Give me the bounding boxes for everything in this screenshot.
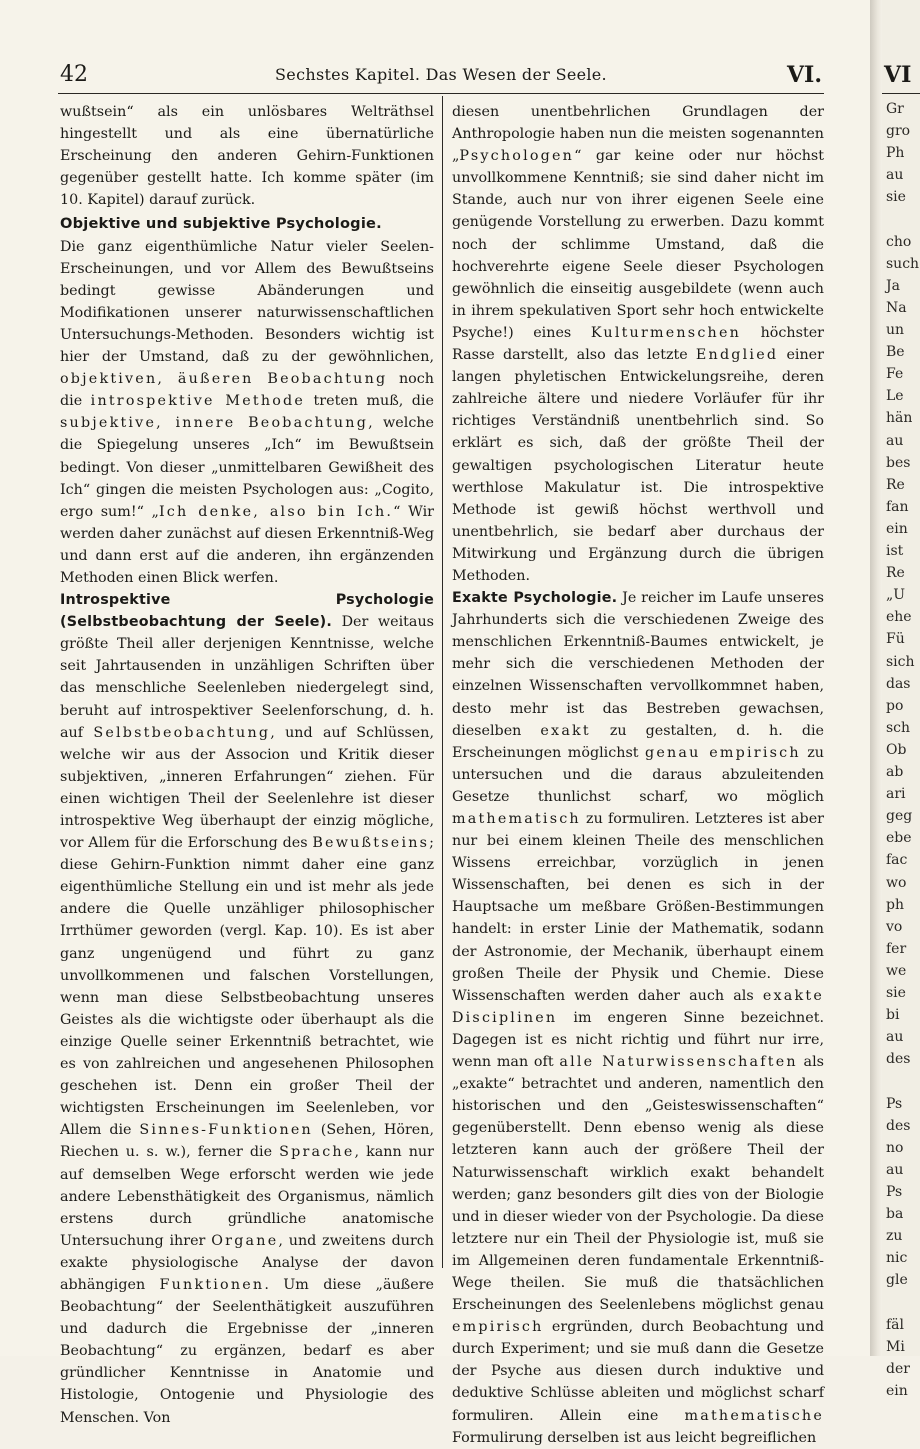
section-heading: Objektive und subjektive Psychologie. [60, 215, 382, 233]
next-page-line-fragment: gro [886, 123, 911, 140]
section-heading: Introspektive Psychologie (Selbstbeobachtung der Seele). [60, 592, 434, 631]
next-page-line-fragment: sch [886, 719, 911, 736]
spaced-emphasis: Organe [211, 1232, 279, 1249]
spaced-emphasis: Psychologen [459, 148, 575, 165]
next-page-line-fragment: wo [886, 874, 907, 891]
paragraph: diesen unentbehrlichen Grundlagen der Anthropologie haben nun die meisten sogenannten „Psychologen“ gar keine oder nur höchst unvollkommene Kenntniß; sie sind daher nicht im Stande, auch nur von ihrer eigenen Seele eine genügende Vorstellung zu erwerben. Dazu kommt noch der schlimme Umstand, daß die hochverehrte eigene Seele dieser Psychologen gewöhnlich die einseitig ausgebildete (wenn auch in ihrem spekulativen Sport sehr hoch entwickelte Psyche!) eines Kulturmenschen höchster Rasse darstellt, also das letzte Endglied einer langen phyletischen Entwickelungsreihe, deren zahlreiche ältere und niedere Vorläufer für ihr richtiges Verständniß unentbehrlich sind. So erklärt es sich, daß der größte Theil der gewaltigen psychologischen Literatur heute werthlose Makulatur ist. Die introspektive Methode ist gewiß höchst werthvoll und unentbehrlich, sie bedarf aber durchaus der Mitwirkung und Ergänzung durch die übrigen Methoden. [452, 104, 825, 584]
paragraph: wußtsein“ als ein unlösbares Welträthsel hingestellt und als eine übernatürliche Erscheinung den anderen Gehirn-Funktionen gegenüber gestellt hatte. Ich komme später (im 10. Kapitel) darauf zurück. [60, 104, 434, 209]
spaced-emphasis: Endglied [695, 347, 779, 364]
chapter-numeral: VI. [786, 62, 822, 88]
next-page-line-fragment: Be [886, 344, 905, 361]
spaced-emphasis: Funktionen [159, 1276, 265, 1293]
next-page-header-rule [882, 93, 920, 94]
next-page-line-fragment: vo [886, 918, 903, 935]
next-page-line-fragment: sie [886, 189, 906, 206]
next-page-line-fragment: geg [886, 808, 913, 825]
next-page-line-fragment: un [886, 322, 905, 338]
spaced-emphasis: Ich denke, also bin Ich. [158, 503, 394, 520]
next-page-line-fragment: ari [886, 786, 906, 803]
next-page-edge [882, 0, 920, 1399]
next-page-line-fragment: au [886, 167, 904, 184]
next-page-line-fragment: „U [886, 587, 906, 604]
column-divider [442, 96, 443, 1268]
next-page-line-fragment: sie [886, 985, 906, 1001]
next-page-line-fragment: nic [886, 1250, 908, 1267]
next-page-line-fragment: Le [886, 388, 904, 405]
spaced-emphasis: Sinnes-Funktionen [139, 1122, 313, 1139]
next-page-line-fragment: fac [886, 852, 908, 869]
next-page-line-fragment: ph [886, 896, 904, 913]
spaced-emphasis: Selbstbeobachtung [93, 724, 271, 741]
next-page-line-fragment: bi [886, 1007, 900, 1024]
spaced-emphasis: empirisch [452, 1319, 544, 1336]
next-page-line-fragment: Ps [886, 1183, 903, 1200]
next-page-line-fragment: ab [886, 764, 904, 780]
next-page-line-fragment: ein [886, 520, 908, 537]
next-page-line-fragment: das [886, 675, 911, 692]
spaced-emphasis: exakte Disciplinen [452, 987, 824, 1026]
next-page-line-fragment: Re [886, 565, 905, 582]
next-page-line-fragment: ist [886, 543, 904, 559]
paragraph: Die ganz eigenthümliche Natur vieler Seelen-Erscheinungen, und vor Allem des Bewußtseins bedingt gewisse Abänderungen und Modifikationen unserer naturwissenschaftlichen Untersuchungs-Methoden. Besonders wichtig ist hier der Umstand, daß zu der gewöhnlichen, objektiven, äußeren Beobachtung noch die introspektive Methode treten muß, die subjektive, innere Beobachtung, welche die Spiegelung unseres „Ich“ im Bewußtsein bedingt. Von dieser „unmittelbaren Gewißheit des Ich“ gingen die meisten Psychologen aus: „Cogito, ergo sum!“ „Ich denke, also bin Ich.“ Wir werden daher zunächst auf diesen Erkenntniß-Weg und dann erst auf die anderen, ihn ergänzenden Methoden einen Blick werfen. [60, 238, 434, 586]
header-rule [58, 93, 824, 94]
spaced-emphasis: subjektive, innere Beobachtung [60, 415, 369, 432]
next-page-line-fragment: Fü [886, 631, 905, 648]
next-page-line-fragment: Ps [886, 1095, 903, 1112]
spaced-emphasis: alle Naturwissenschaften [559, 1054, 798, 1071]
spaced-emphasis: exakt [540, 722, 591, 739]
spaced-emphasis: mathematisch [452, 811, 581, 827]
next-page-line-fragment: Fe [886, 366, 904, 383]
next-page-line-fragment: au [886, 1029, 904, 1046]
next-page-chapter-numeral: VI [884, 62, 912, 88]
next-page-line-fragment: bes [886, 454, 911, 471]
spaced-emphasis: objektiven, äußeren Beobachtung [60, 371, 388, 388]
next-page-line-fragment: Ob [886, 741, 907, 758]
next-page-line-fragment: such [886, 255, 920, 272]
next-page-line-fragment: der [886, 1360, 910, 1377]
next-page-line-fragment: Gr [886, 101, 904, 117]
next-page-line-fragment: Ja [886, 277, 900, 294]
page-header [60, 62, 822, 92]
section-heading: Exakte Psychologie. [452, 590, 618, 607]
spaced-emphasis: mathematische [684, 1407, 824, 1424]
next-page-line-fragment: Na [886, 299, 907, 316]
next-page-line-fragment: no [886, 1139, 904, 1156]
next-page-line-fragment: gle [886, 1272, 908, 1289]
book-gutter [870, 0, 882, 1356]
next-page-line-fragment: zu [886, 1228, 903, 1245]
next-page-line-fragment: fäl [886, 1316, 905, 1333]
next-page-line-fragment: au [886, 432, 904, 449]
running-head: Sechstes Kapitel. Das Wesen der Seele. [275, 65, 607, 84]
spaced-emphasis: Bewußtseins [312, 835, 430, 852]
next-page-line-fragment: ba [886, 1206, 904, 1222]
right-column [452, 101, 824, 1449]
next-page-line-fragment: Re [886, 476, 905, 493]
page-number: 42 [60, 62, 88, 87]
next-page-line-fragment: Ph [886, 145, 905, 162]
next-page-line-fragment: ebe [886, 830, 912, 847]
spaced-emphasis: Kulturmenschen [590, 324, 742, 341]
next-page-line-fragment: fan [886, 498, 909, 515]
spaced-emphasis: introspektive Methode [90, 393, 306, 410]
next-page-line-fragment: hän [886, 410, 913, 427]
next-page-line-fragment: Mi [886, 1338, 905, 1355]
next-page-line-fragment: fer [886, 940, 907, 957]
next-page-line-fragment: ein [886, 1382, 908, 1399]
next-page-line-fragment: we [886, 962, 907, 979]
paragraph: Exakte Psychologie. Je reicher im Laufe unseres Jahrhunderts sich die verschiedenen Zweige des menschlichen Erkenntniß-Baumes entwickelt, je mehr sich die verschiedenen Methoden der einzelnen Wissenschaften vervollkommnet haben, desto mehr ist das Bestreben gewachsen, dieselben exakt zu gestalten, d. h. die Erscheinungen möglichst genau empirisch zu untersuchen und die daraus abzuleitenden Gesetze thunlichst scharf, wo möglich mathematisch zu formuliren. Letzteres ist aber nur bei einem kleinen Theile des menschlichen Wissens erreichbar, vorzüglich in jenen Wissenschaften, bei denen es sich in der Hauptsache um meßbare Größen-Bestimmungen handelt: in erster Linie der Mathematik, sodann der Astronomie, der Mechanik, überhaupt einem großen Theile der Physik und Chemie. Diese Wissenschaften werden daher auch als exakte Disciplinen im engeren Sinne bezeichnet. Dagegen ist es nicht richtig und führt nur irre, wenn man oft alle Naturwissenschaften als „exakte“ betrachtet und anderen, namentlich den historischen und den „Geisteswissenschaften“ gegenüberstellt. Denn ebenso wenig als diese letzteren kann auch der größere Theil der Naturwissenschaft wirklich exakt behandelt werden; ganz besonders gilt dies von der Biologie und in dieser wieder von der Psychologie. Da diese letztere nur ein Theil der Physiologie ist, muß sie im Allgemeinen deren fundamentale Erkenntniß-Wege theilen. Sie muß die thatsächlichen Erscheinungen des Seelenlebens möglichst genau empirisch ergründen, durch Beobachtung und durch Experiment; und sie muß dann die Gesetze der Psyche aus diesen durch induktive und deduktive Schlüsse ableiten und möglichst scharf formuliren. Allein eine mathematische Formulirung derselben ist aus leicht begreiflichen [452, 590, 824, 1446]
next-page-line-fragment: po [886, 697, 904, 714]
left-column [60, 101, 434, 1429]
paragraph: Introspektive Psychologie (Selbstbeobachtung der Seele). Der weitaus größte Theil aller derjenigen Kenntnisse, welche seit Jahrtausenden in unzähligen Schriften über das menschliche Seelenleben niedergelegt sind, beruht auf introspektiver Seelenforschung, d. h. auf Selbstbeobachtung, und auf Schlüssen, welche wir aus der Associon und Kritik dieser subjektiven, „inneren Erfahrungen“ ziehen. Für einen wichtigen Theil der Seelenlehre ist dieser introspektive Weg überhaupt der einzig mögliche, vor Allem für die Erforschung des Bewußtseins; diese Gehirn-Funktion nimmt daher eine ganz eigenthümliche Stellung ein und ist mehr als jede andere die Quelle unzähliger philosophischer Irrthümer geworden (vergl. Kap. 10). Es ist aber ganz ungenügend und führt zu ganz unvollkommenen und falschen Vorstellungen, wenn man diese Selbstbeobachtung unseres Geistes als die wichtigste oder überhaupt als die einzige Quelle seiner Erkenntniß betrachtet, wie es von zahlreichen und angesehenen Philosophen geschehen ist. Denn ein großer Theil der wichtigsten Erscheinungen im Seelenleben, vor Allem die Sinnes-Funktionen (Sehen, Hören, Riechen u. s. w.), ferner die Sprache, kann nur auf demselben Wege erforscht werden wie jede andere Lebensthätigkeit des Organismus, nämlich erstens durch gründliche anatomische Untersuchung ihrer Organe, und zweitens durch exakte physiologische Analyse der davon abhängigen Funktionen. Um diese „äußere Beobachtung“ der Seelenthätigkeit auszuführen und dadurch die Ergebnisse der „inneren Beobachtung“ zu ergänzen, bedarf es aber gründlicher Kenntnisse in Anatomie und Histologie, Ontogenie und Physiologie des Menschen. Von [60, 592, 435, 1426]
next-page-line-fragment: ehe [886, 609, 912, 626]
next-page-line-fragment: des [886, 1117, 911, 1134]
next-page-line-fragment: sich [886, 653, 915, 670]
spaced-emphasis: Sprache [279, 1144, 355, 1161]
next-page-line-fragment: cho [886, 233, 912, 250]
next-page-line-fragment: des [886, 1051, 911, 1068]
next-page-line-fragment: au [886, 1161, 904, 1178]
spaced-emphasis: genau empirisch [645, 744, 801, 761]
